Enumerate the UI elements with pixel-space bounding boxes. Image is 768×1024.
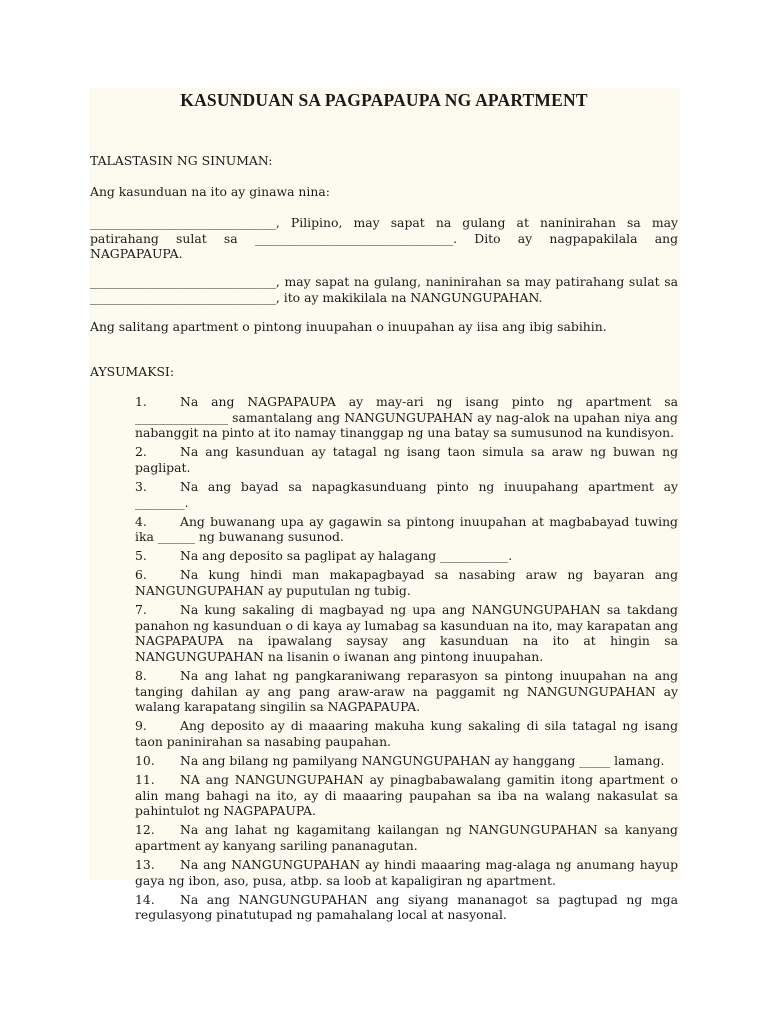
term-item — [135, 772, 678, 819]
term-number: 6. — [135, 567, 147, 583]
term-item — [135, 444, 678, 475]
term-text: Na ang kasunduan ay tatagal ng isang taon simula sa araw ng buwan ng paglipat. — [135, 444, 678, 475]
term-number: 13. — [135, 857, 155, 873]
lessee-paragraph: ______________________________, may sapat na gulang, naninirahan sa may patirahang sulat sa ______________________________, ito ay makikilala na NANGUNGUPAHAN. — [90, 274, 678, 305]
term-number: 9. — [135, 718, 147, 734]
intro-line: Ang kasunduan na ito ay ginawa nina: — [90, 184, 330, 199]
term-text: Na ang bayad sa napagkasunduang pinto ng inuupahang apartment ay ________. — [135, 478, 678, 510]
term-number: 7. — [135, 602, 147, 618]
terms-list — [135, 394, 678, 926]
term-number: 8. — [135, 668, 147, 683]
term-text: Na ang lahat ng pangkaraniwang reparasyon sa pintong inuupahan na ang tanging dahilan ay ang pang araw-araw na paggamit ng NANGUNGUPAHAN ay walang karapatang singilin sa NAGPAPAUPA. — [135, 668, 678, 715]
document-title: KASUNDUAN SA PAGPAPAUPA NG APARTMENT — [180, 90, 588, 110]
term-item — [135, 567, 678, 598]
term-item — [135, 394, 678, 441]
salutation: TALASTASIN NG SINUMAN: — [90, 153, 273, 168]
term-number: 3. — [135, 478, 147, 494]
term-text: Na kung sakaling di magbayad ng upa ang NANGUNGUPAHAN sa takdang panahon ng kasunduan o di kaya ay lumabag sa kasunduan na ito, may karapatan ang NAGPAPAUPA na ipawalang saysay ang kasunduan na ito at hingin sa NANGUNGUPAHAN na lisanin o iwanan ang pintong inuupahan. — [135, 602, 678, 664]
term-number: 5. — [135, 548, 147, 564]
term-text: Na ang lahat ng kagamitang kailangan ng NANGUNGUPAHAN sa kanyang apartment ay kanyang sariling pananagutan. — [135, 822, 678, 853]
term-number: 10. — [135, 752, 155, 768]
term-number: 11. — [135, 772, 155, 788]
term-text: Na ang deposito sa paglipat ay halagang ___________. — [180, 548, 513, 564]
term-item — [135, 857, 678, 888]
term-number: 12. — [135, 822, 155, 838]
term-item — [135, 548, 678, 564]
term-text: NA ang NANGUNGUPAHAN ay pinagbabawalang gamitin itong apartment o alin mang bahagi na ito, ay di maaaring paupahan sa iba na walang nakasulat sa pahintulot ng NAGPAPAUPA. — [135, 772, 678, 819]
term-item — [135, 753, 678, 769]
term-number: 14. — [135, 891, 155, 907]
term-text: Na ang NANGUNGUPAHAN ang siyang mananagot sa pagtupad ng mga regulasyong pinatutupad ng pamahalang local at nasyonal. — [135, 891, 678, 923]
term-item — [135, 822, 678, 853]
term-text: Na ang bilang ng pamilyang NANGUNGUPAHAN ay hanggang _____ lamang. — [180, 752, 665, 768]
term-item — [135, 892, 678, 923]
term-text: Na kung hindi man makapagbayad sa nasabing araw ng bayaran ang NANGUNGUPAHAN ay puputulan ng tubig. — [135, 567, 678, 599]
term-item — [135, 479, 678, 510]
term-number: 4. — [135, 513, 147, 529]
definition-paragraph: Ang salitang apartment o pintong inuupahan o inuupahan ay iisa ang ibig sabihin. — [90, 319, 607, 334]
term-text: Na ang NANGUNGUPAHAN ay hindi maaaring mag-alaga ng anumang hayup gaya ng ibon, aso, pusa, atbp. sa loob at kapaligiran ng apartment. — [135, 857, 678, 888]
lessor-paragraph: ______________________________, Pilipino, may sapat na gulang at naninirahan sa may patirahang sulat sa ________________________________. Dito ay nagpapakilala ang NAGPAPAUPA. — [90, 215, 678, 262]
term-number: 2. — [135, 444, 147, 460]
witnesseth-heading: AYSUMAKSI: — [90, 364, 175, 379]
term-text: Na ang NAGPAPAUPA ay may-ari ng isang pinto ng apartment sa _______________ samantalang ang NANGUNGUPAHAN ay nag-alok na upahan niya ang nabanggit na pinto at ito namay tinanggap ng una batay sa sumusunod na kundisyon. — [135, 394, 678, 441]
term-text: Ang deposito ay di maaaring makuha kung sakaling di sila tatagal ng isang taon paninirahan sa nasabing paupahan. — [135, 718, 678, 749]
term-item — [135, 514, 678, 545]
term-item — [135, 668, 678, 715]
term-item — [135, 718, 678, 749]
term-number: 1. — [135, 394, 147, 409]
term-text: Ang buwanang upa ay gagawin sa pintong inuupahan at magbabayad tuwing ika ______ ng buwanang susunod. — [135, 513, 678, 545]
term-item — [135, 602, 678, 664]
